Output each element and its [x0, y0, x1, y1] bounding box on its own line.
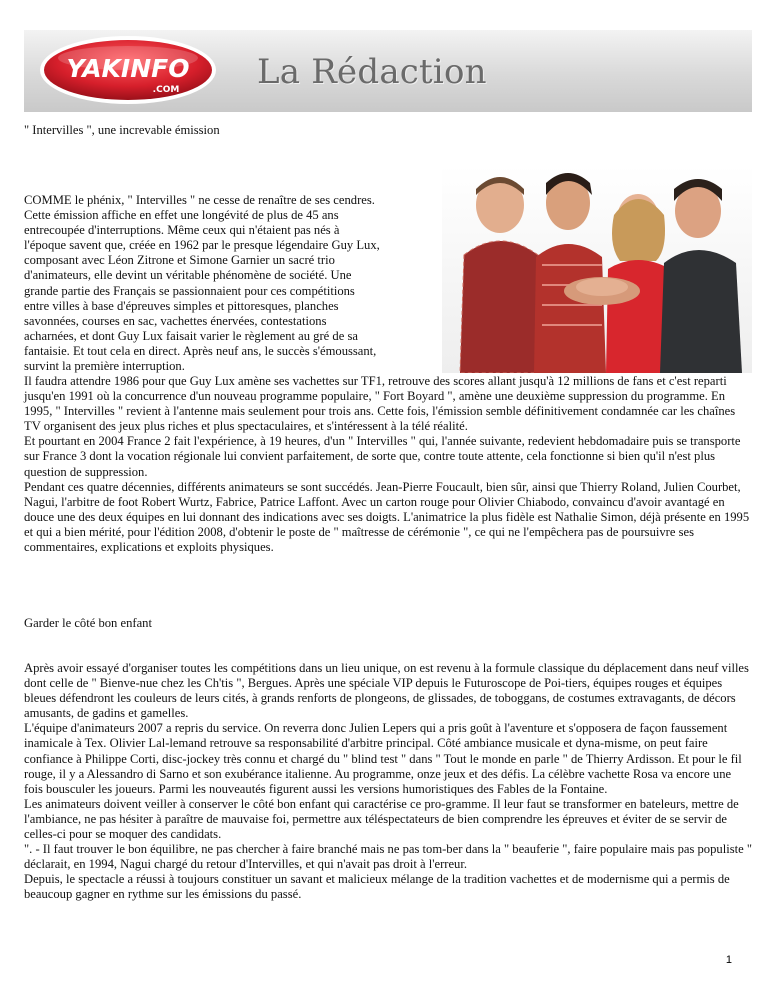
intro-paragraph	[24, 193, 434, 374]
intro-line: acharnées, et dont Guy Lux faisait varier le règlement au gré de sa	[24, 328, 358, 343]
intro-line: grande partie des Français se passionnaient pour ces compétitions	[24, 283, 355, 298]
paragraph: Les animateurs doivent veiller à conserver le côté bon enfant qui caractérise ce pro-gramme. Il leur faut se transformer en bateleurs, mettre de l'ambiance, ne pas hésiter à paraître de mauvaise foi, permettre aux téléspectateurs de bien comprendre les épreuves et éviter de se servir de celles-ci pour se moquer des candidats.	[24, 796, 739, 842]
article-body-part-1	[24, 374, 752, 555]
intro-line: fantaisie. Et tout cela en direct. Après neuf ans, le succès s'émoussant,	[24, 343, 377, 358]
page-header	[24, 30, 752, 112]
paragraph: Depuis, le spectacle a réussi à toujours constituer un savant et malicieux mélange de la tradition vachettes et de modernisme qui a permis de beaucoup gagner en rythme sur les émissions du passé.	[24, 872, 730, 902]
logo-suffix: .COM	[152, 85, 180, 95]
intro-line: COMME le phénix, " Intervilles " ne cesse de renaître de ses cendres.	[24, 193, 375, 207]
article-headline: " Intervilles ", une increvable émission	[24, 123, 220, 137]
intro-line: d'animateurs, elle devint un véritable phénomène de société. Une	[24, 268, 352, 283]
paragraph: ". - Il faut trouver le bon équilibre, ne pas chercher à faire branché mais ne pas tom-ber dans la " beauferie ", faire populaire mais pas populiste " déclarait, en 1994, Nagui chargé du retour d'Intervilles, et qui n'avait pas droit à l'erreur.	[24, 842, 752, 872]
paragraph: L'équipe d'animateurs 2007 a repris du service. On reverra donc Julien Lepers qui a pris goût à l'aventure et s'opposera de façon faussement inamicale à Tex. Olivier Lal-lemand retrouve sa responsabilité d'arbitre principal. Côté ambiance musicale et dyna-misme, on peut faire confiance à Philippe Corti, disc-jockey très connu et chargé du " blind test " dans " Tout le monde en parle " de Thierry Ardisson. Et pour le fil rouge, il y a Alessandro di Sarno et son exubérance italienne. Au programme, onze jeux et des défis. La célèbre vachette Rosa va encore une fois bousculer les joueurs. Parmi les nouveautés figurent aussi les versions humoristiques des Fables de la Fontaine.	[24, 721, 742, 796]
page-number: 1	[725, 954, 732, 966]
paragraph: Après avoir essayé d'organiser toutes les compétitions dans un lieu unique, on est revenu à la formule classique du déplacement dans neuf villes dont celle de " Bienve-nue chez les Ch'tis ", Bergues. Après une spéciale VIP depuis le Futuroscope de Poi-tiers, équipes rouges et équipes bleues défendront les couleurs de leurs cités, à grands renforts de plongeons, de glissades, de toboggans, de costumes extravagants, de décors amusants, de gadins et gamelles.	[24, 661, 749, 721]
intro-line: savonnées, courses en sac, vachettes énervées, contestations	[24, 313, 327, 328]
yakinfo-logo[interactable]	[38, 32, 218, 110]
section-subheading: Garder le côté bon enfant	[24, 616, 152, 630]
article-photo	[442, 165, 752, 373]
logo-wordmark: YAKINFO	[66, 54, 190, 83]
intro-line: entrecoupée d'interruptions. Même ceux qui n'étaient pas nés à	[24, 223, 340, 238]
intro-line: composant avec Léon Zitrone et Simone Garnier un sacré trio	[24, 253, 335, 268]
paragraph: Et pourtant en 2004 France 2 fait l'expérience, à 19 heures, d'un " Intervilles " qui, l'année suivante, redevient hebdomadaire puis se transporte sur France 3 dont la vocation régionale lui convient parfaitement, de sorte que, contre toute attente, cela fonctionne si bien qu'il n'est plus question de suppression.	[24, 434, 741, 479]
page-title: La Rédaction	[257, 52, 487, 92]
paragraph: Pendant ces quatre décennies, différents animateurs se sont succédés. Jean-Pierre Foucault, bien sûr, ainsi que Thierry Roland, Julien Courbet, Nagui, l'arbitre de foot Robert Wurtz, Fabrice, Patrice Laffont. Avec un carton rouge pour Olivier Chiabodo, convaincu d'avoir avantagé en douce une des deux équipes en lui donnant des indications avec ses doigts. L'animatrice la plus fidèle est Nathalie Simon, déjà présente en 1995 et qui a bien mérité, pour l'édition 2008, d'obtenir le poste de " maîtresse de cérémonie ", ce qui ne l'empêchera pas de poursuivre ses commentaires, explications et exploits physiques.	[24, 479, 750, 555]
paragraph: Il faudra attendre 1986 pour que Guy Lux amène ses vachettes sur TF1, retrouve des scores allant jusqu'à 12 millions de fans et c'est reparti jusqu'en 1991 où la concurrence d'un nouveau programme populaire, " Fort Boyard ", amène une deuxième suppression du programme. En 1995, " Intervilles " revient à l'antenne mais seulement pour trois ans. Cette fois, l'émission semble définitivement condamnée car les chaînes TV organisent des jeux plus riches et plus spectaculaires, et s'intéressent à la télé réalité.	[24, 374, 736, 434]
intro-line: Cette émission affiche en effet une longévité de plus de 45 ans	[24, 208, 339, 223]
article-body-part-2	[24, 661, 752, 903]
intro-line: l'époque savent que, créée en 1962 par le presque légendaire Guy Lux,	[24, 238, 380, 253]
intro-line: entre villes à base d'épreuves simples et pittoresques, planches	[24, 298, 339, 313]
intro-line: survint la première interruption.	[24, 359, 185, 374]
